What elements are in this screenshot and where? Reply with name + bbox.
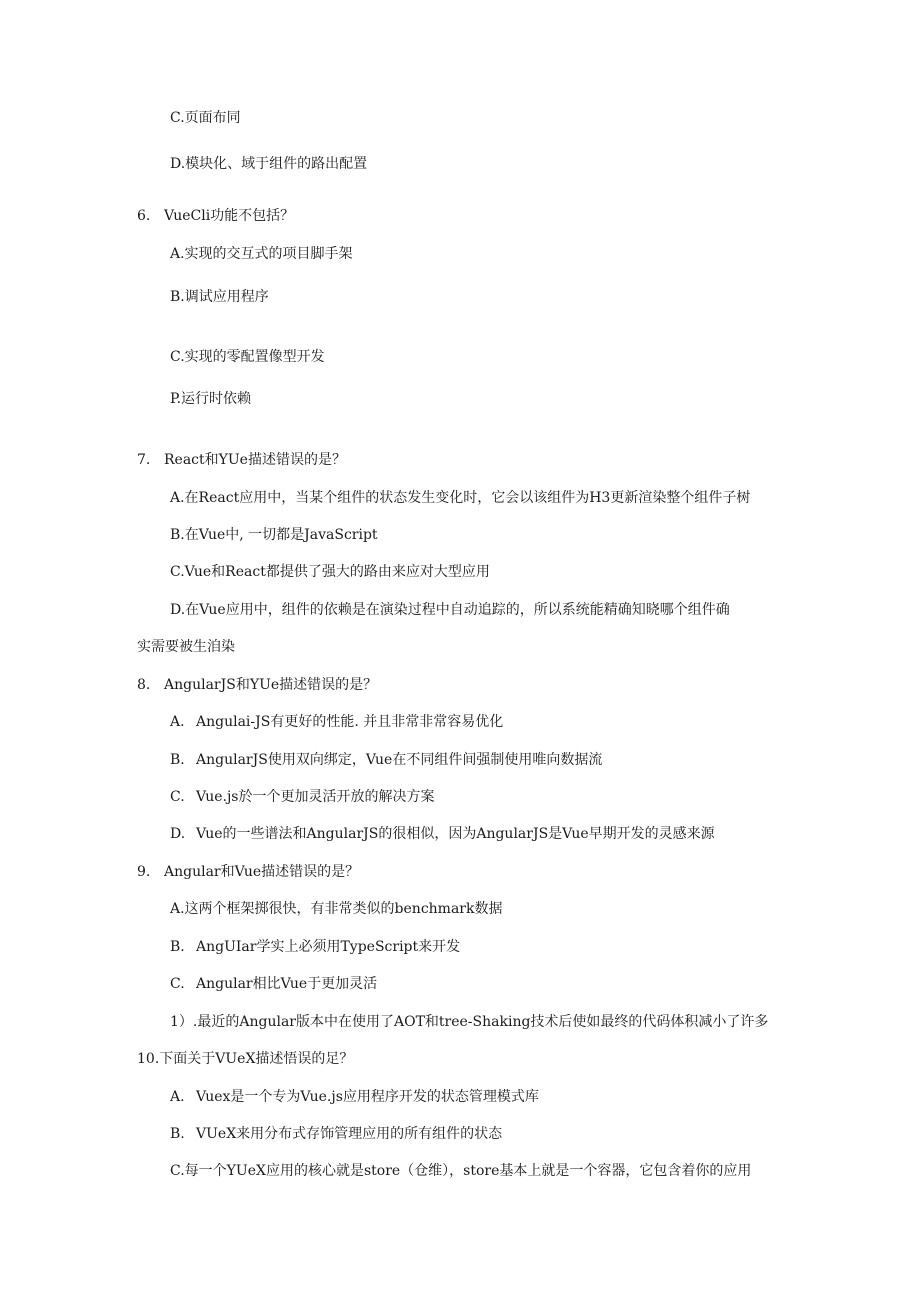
question-number: 7. bbox=[137, 452, 151, 468]
option-text: AngularJS使用双向绑定，Vue在不同组件间强制使用唯向数据流 bbox=[196, 752, 603, 768]
option-d-q7-continuation: 实需要被生洎染 bbox=[137, 639, 235, 655]
option-c-q8 bbox=[170, 788, 435, 806]
question-text: React和YUe描述错误的是？ bbox=[164, 452, 346, 468]
option-label: A. bbox=[170, 714, 185, 730]
option-b-q8 bbox=[170, 751, 602, 769]
option-label: C. bbox=[170, 976, 185, 992]
option-a-q8 bbox=[170, 713, 503, 731]
option-d-q9: 1）.最近的Angular版本中在使用了AOT和tree-Shaking技术后使如最终的代码体积减小了许多 bbox=[170, 1014, 769, 1030]
question-6 bbox=[137, 207, 294, 225]
option-text: Angulai-JS有更好的性能. 并且非常非常容易优化 bbox=[196, 714, 504, 730]
question-text: AngularJS和YUe描述错误的是？ bbox=[164, 677, 378, 693]
option-label: B. bbox=[170, 752, 185, 768]
option-d-q6: P.运行时依赖 bbox=[170, 391, 252, 407]
question-number: 9. bbox=[137, 864, 151, 880]
option-a-q10 bbox=[170, 1088, 539, 1106]
option-text: Vue.js於一个更加灵活开放的解决方案 bbox=[196, 789, 435, 805]
option-text: Vuex是一个专为Vue.js应用程序开发的状态管理模式库 bbox=[196, 1089, 539, 1105]
option-b-q6: B.调试应用程序 bbox=[170, 289, 269, 305]
question-8 bbox=[137, 676, 377, 694]
question-number: 8. bbox=[137, 677, 151, 693]
option-d-q8 bbox=[170, 825, 715, 843]
option-c-q9 bbox=[170, 975, 377, 993]
option-label: B. bbox=[170, 939, 185, 955]
question-7 bbox=[137, 451, 346, 469]
option-b-q7: B.在Vue中, 一切都是JavaScript bbox=[170, 527, 378, 543]
question-text: VueCli功能不包括？ bbox=[164, 208, 295, 224]
option-text: Angular相比Vue于更加灵活 bbox=[196, 976, 378, 992]
option-text: AngUIar学实上必须用TypeScript来开发 bbox=[196, 939, 461, 955]
question-10: 10.下面关于VUeX描述悟误的足？ bbox=[137, 1051, 354, 1067]
question-number: 6. bbox=[137, 208, 151, 224]
question-text: Angular和Vue描述错误的是？ bbox=[164, 864, 360, 880]
option-label: D. bbox=[170, 826, 186, 842]
option-b-q9 bbox=[170, 938, 460, 956]
option-d-q5: D.模块化、域于组件的路出配置 bbox=[170, 156, 368, 172]
option-c-q10: C.每一个YUeX应用的核心就是store（仓维），store基本上就是一个容器，它包含着你的应用 bbox=[170, 1163, 752, 1179]
option-label: C. bbox=[170, 789, 185, 805]
option-b-q10 bbox=[170, 1125, 502, 1143]
option-a-q9: A.这两个框架掷很快，有非常类似的benchmark数据 bbox=[170, 901, 503, 917]
option-c-q7: C.Vue和React都提供了强大的路由来应对大型应用 bbox=[170, 564, 490, 580]
option-d-q7: D.在Vue应用中，组件的依赖是在演染过程中自动追踪的，所以系统能精确知晓哪个组件确 bbox=[170, 602, 730, 618]
option-c-q6: C.实现的零配置像型开发 bbox=[170, 349, 325, 365]
option-a-q7: A.在React应用中，当某个组件的状态发生变化时，它会以该组件为H3更新渲染整个组件子树 bbox=[170, 490, 751, 506]
question-9 bbox=[137, 863, 359, 881]
option-c-q5: C.页面布同 bbox=[170, 110, 241, 126]
option-label: A. bbox=[170, 1089, 185, 1105]
option-a-q6: A.实现的交互式的项目脚手架 bbox=[170, 246, 353, 262]
option-label: B. bbox=[170, 1126, 185, 1142]
option-text: VUeX来用分布式存饰管理应用的所有组件的状态 bbox=[196, 1126, 503, 1142]
option-text: Vue的一些谱法和AngularJS的很相似，因为AngularJS是Vue早期开发的灵感来源 bbox=[196, 826, 715, 842]
